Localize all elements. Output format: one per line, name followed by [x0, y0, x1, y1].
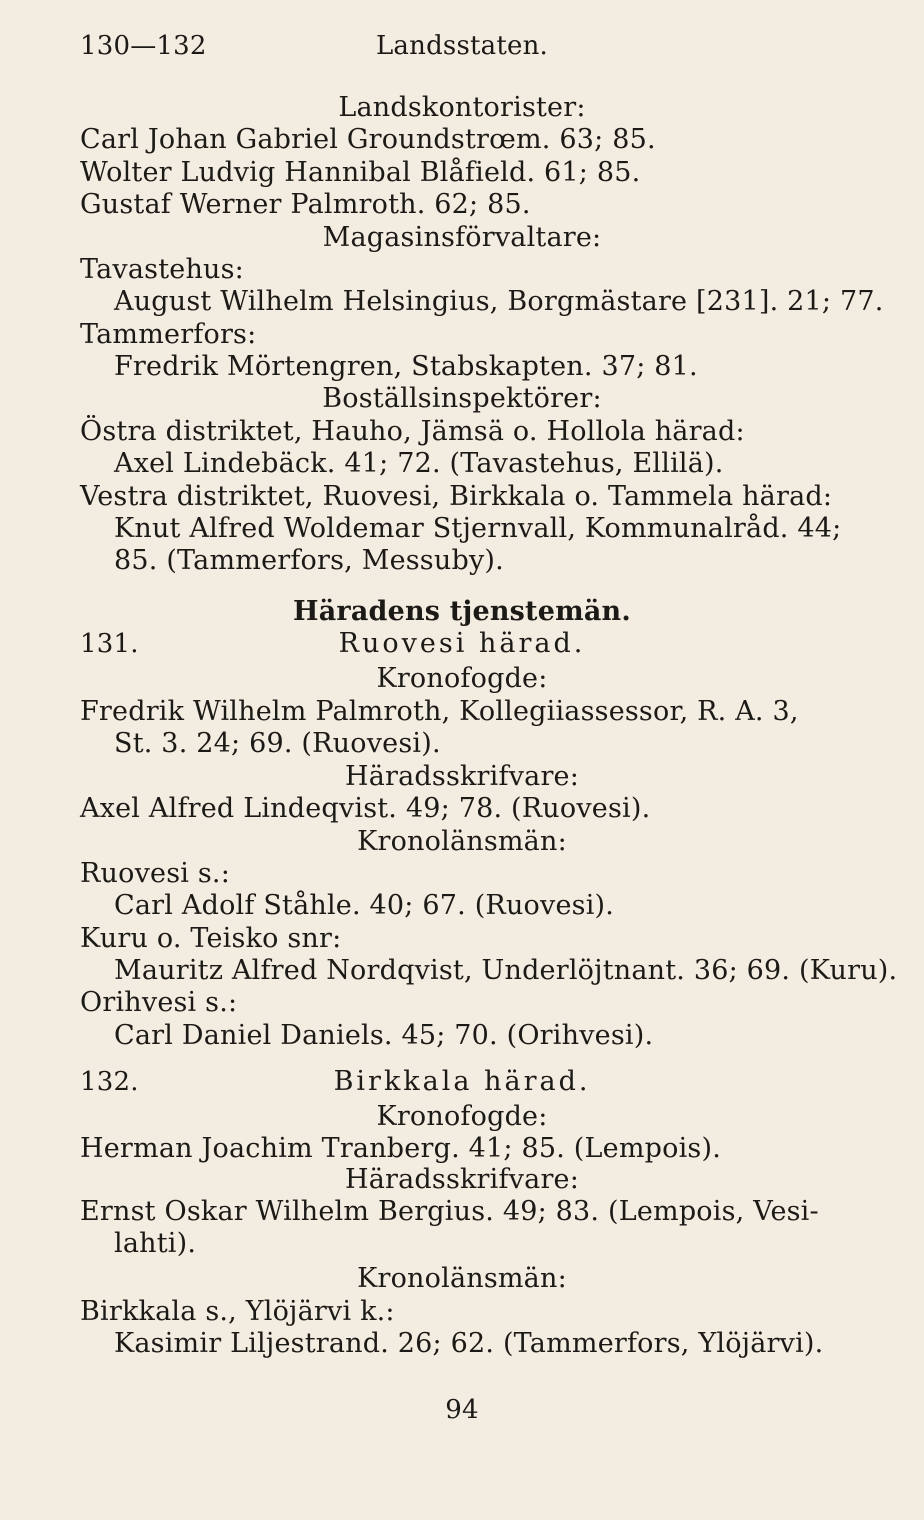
entry-line: Fredrik Mörtengren, Stabskapten. 37; 81.: [114, 351, 698, 382]
section-number: 131.: [80, 629, 139, 659]
place-heading: Kuru o. Teisko snr:: [80, 923, 342, 954]
section-heading-magasinsforvaltare: Magasinsförvaltare:: [322, 222, 602, 253]
entry-line: 85. (Tammerfors, Messuby).: [114, 545, 504, 576]
entry-line: Carl Daniel Daniels. 45; 70. (Orihvesi).: [114, 1020, 654, 1051]
district-title: Ruovesi härad.: [338, 628, 586, 659]
role-heading: Kronofogde:: [376, 663, 548, 694]
role-heading: Häradsskrifvare:: [344, 761, 580, 792]
role-heading: Kronolänsmän:: [357, 826, 567, 857]
entry-line: August Wilhelm Helsingius, Borgmästare [231]. 21; 77.: [114, 286, 884, 317]
entry-line: St. 3. 24; 69. (Ruovesi).: [114, 728, 441, 759]
entry-line: Ernst Oskar Wilhelm Bergius. 49; 83. (Lempois, Vesi-: [80, 1196, 819, 1227]
place-heading: Tavastehus:: [80, 254, 244, 285]
district-title: Birkkala härad.: [333, 1066, 591, 1097]
entry-line: Axel Alfred Lindeqvist. 49; 78. (Ruovesi).: [80, 793, 651, 824]
entry-line: Gustaf Werner Palmroth. 62; 85.: [80, 189, 531, 220]
entry-line: Fredrik Wilhelm Palmroth, Kollegiiassessor, R. A. 3,: [80, 696, 799, 727]
entry-line: lahti).: [114, 1228, 197, 1259]
entry-line: Wolter Ludvig Hannibal Blåfield. 61; 85.: [80, 157, 641, 188]
place-heading: Birkkala s., Ylöjärvi k.:: [80, 1296, 395, 1327]
entry-line: Carl Adolf Ståhle. 40; 67. (Ruovesi).: [114, 890, 615, 921]
district-heading: Vestra distriktet, Ruovesi, Birkkala o. Tammela härad:: [80, 481, 833, 512]
page-number: 94: [445, 1395, 479, 1425]
entry-line: Axel Lindebäck. 41; 72. (Tavastehus, Ellilä).: [114, 448, 724, 479]
place-heading: Orihvesi s.:: [80, 987, 238, 1018]
role-heading: Kronolänsmän:: [357, 1263, 567, 1294]
place-heading: Tammerfors:: [80, 319, 257, 350]
entry-line: Herman Joachim Tranberg. 41; 85. (Lempois).: [80, 1133, 721, 1164]
role-heading: Häradsskrifvare:: [344, 1164, 580, 1195]
place-heading: Ruovesi s.:: [80, 858, 231, 889]
entry-line: Mauritz Alfred Nordqvist, Underlöjtnant. 36; 69. (Kuru).: [114, 955, 898, 986]
section-heading-haradens: Häradens tjenstemän.: [292, 596, 631, 627]
section-heading-landskontorister: Landskontorister:: [338, 92, 586, 123]
page-range: 130—132: [80, 31, 207, 61]
running-title: Landsstaten.: [375, 31, 549, 61]
entry-line: Carl Johan Gabriel Groundstrœm. 63; 85.: [80, 124, 656, 155]
section-heading-bostallsinspektorer: Boställsinspektörer:: [322, 383, 602, 414]
section-number: 132.: [80, 1067, 139, 1097]
district-heading: Östra distriktet, Hauho, Jämsä o. Hollola härad:: [80, 416, 745, 447]
role-heading: Kronofogde:: [376, 1101, 548, 1132]
entry-line: Knut Alfred Woldemar Stjernvall, Kommunalråd. 44;: [114, 513, 842, 544]
entry-line: Kasimir Liljestrand. 26; 62. (Tammerfors, Ylöjärvi).: [114, 1328, 824, 1359]
